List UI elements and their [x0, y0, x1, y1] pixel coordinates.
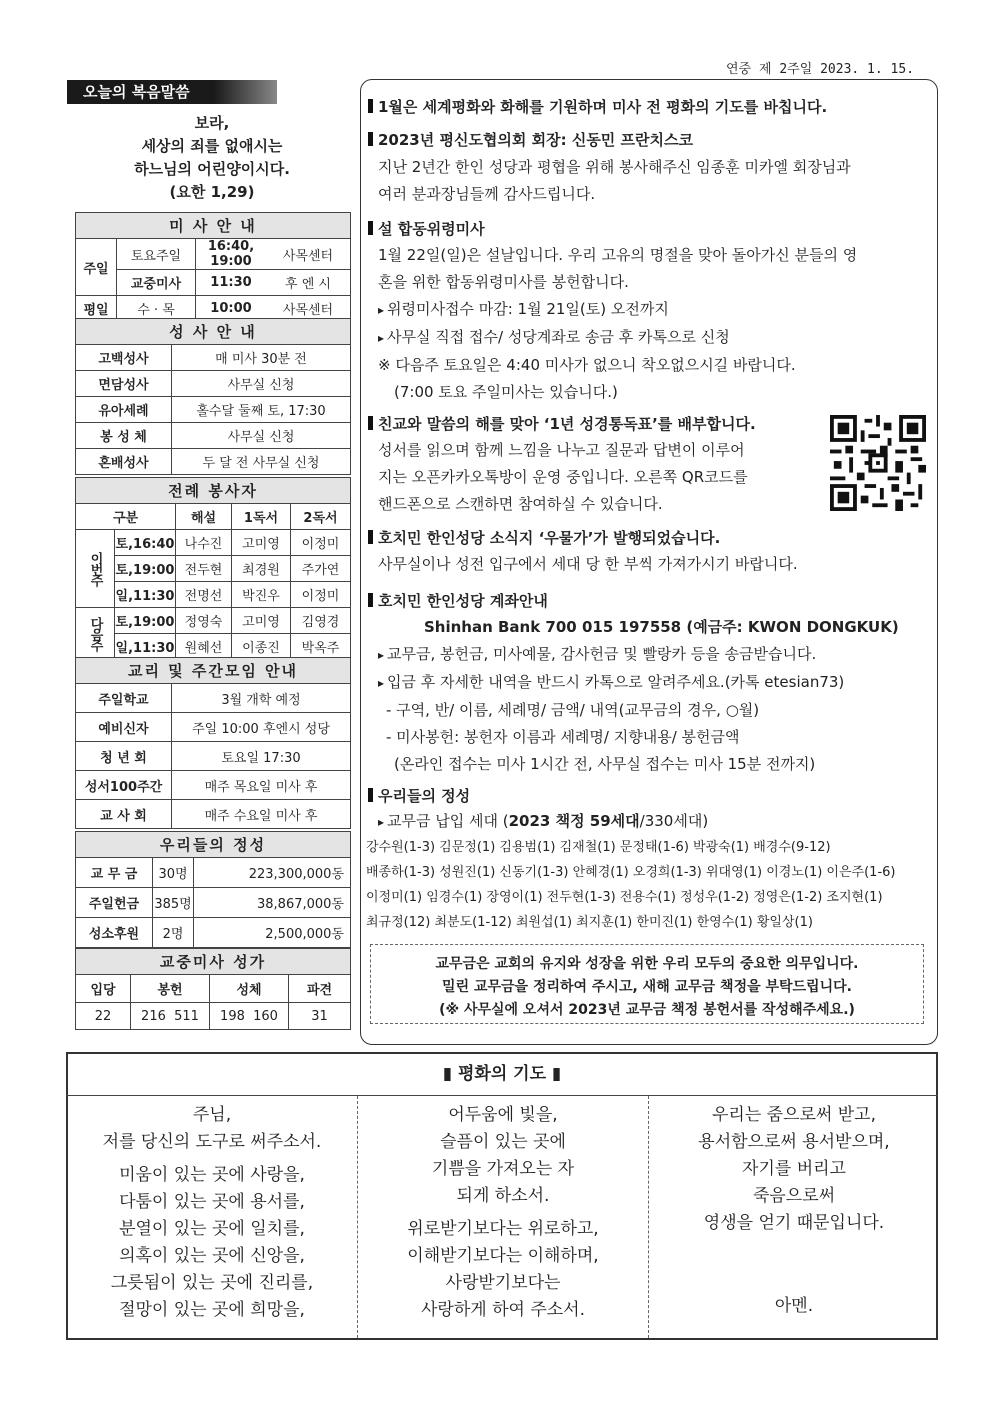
mass-table: [75, 212, 351, 322]
offering-count: 30명: [153, 858, 194, 888]
sacrament-value: 사무실 신청: [172, 423, 351, 449]
server-slot: 토,19:00: [115, 608, 176, 634]
qr-code-image[interactable]: [830, 415, 926, 511]
servers-header: 구분: [76, 504, 176, 530]
notice-bullet: ▸ 입금 후 자세한 내역을 반드시 카톡으로 알려주세요.(카톡 etesian73): [378, 669, 930, 697]
prayer-title-text: 평화의 기도: [457, 1064, 547, 1084]
gathering-value: 매주 수요일 미사 후: [172, 800, 351, 829]
prayer-line: 미움이 있는 곳에 사랑을,: [119, 1165, 305, 1185]
weekday-label: 평일: [76, 296, 117, 322]
prayer-col-2: [358, 1102, 648, 1324]
prayer-line: 어두움에 빛을,: [448, 1105, 558, 1125]
notice-requiem-title: 설 합동위령미사: [368, 218, 485, 239]
server-reader2: 이정미: [291, 582, 351, 608]
gospel-line: 보라,: [194, 114, 230, 132]
sat-place: 사목센터: [266, 239, 351, 270]
server-reader1: 이종진: [232, 634, 291, 660]
server-reader2: 박옥주: [291, 634, 351, 660]
hymn-header: 성체: [210, 975, 289, 1003]
server-reader1: 고미영: [232, 608, 291, 634]
prayer-line: 주님,: [192, 1105, 232, 1125]
notice-bullet: ▸ 위령미사접수 마감: 1월 21일(토) 오전까지: [378, 296, 930, 324]
kyo-label: 교중미사: [117, 270, 196, 296]
gatherings-title: 교리 및 주간모임 안내: [76, 658, 351, 684]
server-reader1: 고미영: [232, 530, 291, 556]
hymn-table: [75, 948, 351, 1030]
weekday-days: 수 · 목: [117, 296, 196, 322]
donor-line: 최규정(12) 최분도(1-12) 최원섭(1) 최지훈(1) 한미진(1) 한영수(1) 황일상(1): [366, 915, 813, 930]
prayer-line: 분열이 있는 곳에 일치를,: [119, 1219, 305, 1239]
prayer-line: 의혹이 있는 곳에 신앙을,: [119, 1246, 305, 1266]
notice-line: 지는 오픈카카오톡방이 운영 중입니다. 오른쪽 QR코드를: [378, 468, 748, 486]
prayer-line: 이해받기보다는 이해하며,: [407, 1246, 599, 1266]
notice-requiem-body: [378, 242, 930, 406]
gathering-label: 성서100주간: [76, 771, 172, 800]
servers-table: [75, 477, 351, 660]
servers-header: 1독서: [232, 504, 291, 530]
hymn-header: 입당: [76, 975, 131, 1003]
offering-amount: 38,867,000동: [194, 888, 351, 918]
gospel-line: 하느님의 어린양이시다.: [134, 160, 290, 178]
donor-line: 이정미(1) 임경수(1) 장영이(1) 전두현(1-3) 전용수(1) 정성우(1-2) 정영은(1-2) 조지현(1): [366, 890, 883, 905]
prayer-line: 죽음으로써: [752, 1186, 836, 1206]
gospel-line: 세상의 죄를 없애시는: [141, 137, 283, 155]
prayer-line: 저를 당신의 도구로 써주소서.: [102, 1132, 322, 1152]
prayer-line: 사랑하게 하여 주소서.: [420, 1300, 585, 1320]
offering-amount: 2,500,000동: [194, 918, 351, 948]
notice-newsletter-title: 호치민 한인성당 소식지 ‘우물가’가 발행되었습니다.: [368, 527, 720, 548]
notice-bible-body: [378, 437, 818, 518]
sacrament-value: 사무실 신청: [172, 371, 351, 397]
prayer-line: 기쁨을 가져오는 자: [431, 1159, 575, 1179]
gathering-value: 주일 10:00 후엔시 성당: [172, 713, 351, 742]
notice-line: 지난 2년간 한인 성당과 평협을 위해 봉사해주신 임종훈 미카엘 회장님과: [378, 158, 851, 176]
gathering-label: 청 년 회: [76, 742, 172, 771]
hymn-title: 교중미사 성가: [76, 949, 351, 975]
mass-title: 미 사 안 내: [76, 213, 351, 239]
gathering-value: 3월 개학 예정: [172, 684, 351, 713]
servers-header: 해설: [176, 504, 232, 530]
notice-peace-title: 1월은 세계평화와 화해를 기원하며 미사 전 평화의 기도를 바칩니다.: [368, 96, 827, 117]
notice-offering-summary: [378, 808, 930, 836]
this-week-label: 이번주: [76, 530, 115, 608]
sacrament-label: 봉 성 체: [76, 423, 172, 449]
prayer-line: 다툼이 있는 곳에 용서를,: [119, 1192, 305, 1212]
offering-count: 2명: [153, 918, 194, 948]
notice-bold: 2023 책정 59세대: [508, 812, 640, 830]
server-reader2: 주가연: [291, 556, 351, 582]
sacrament-label: 혼배성사: [76, 449, 172, 475]
server-reader2: 김영경: [291, 608, 351, 634]
kyo-time: 11:30: [196, 270, 267, 296]
hymn-header: 파견: [289, 975, 351, 1003]
sacrament-value: 홀수달 둘째 토, 17:30: [172, 397, 351, 423]
notice-line: 혼을 위한 합동위령미사를 봉헌합니다.: [378, 273, 629, 291]
notice-bible-title: 친교와 말씀의 해를 맞아 ‘1년 성경통독표’를 배부합니다.: [368, 413, 756, 434]
sat-time: 16:40, 19:00: [196, 239, 267, 270]
gathering-label: 주일학교: [76, 684, 172, 713]
server-commentator: 원혜선: [176, 634, 232, 660]
prayer-col-3: [649, 1102, 939, 1320]
reminder-line: 교무금은 교회의 유지와 성장을 위한 우리 모두의 중요한 의무입니다.: [435, 956, 859, 972]
server-reader1: 박진우: [232, 582, 291, 608]
servers-title: 전례 봉사자: [76, 478, 351, 504]
sacrament-table: [75, 318, 351, 475]
kyo-place: 후 엔 시: [266, 270, 351, 296]
prayer-line: 되게 하소서.: [456, 1186, 550, 1206]
prayer-line: 절망이 있는 곳에 희망을,: [119, 1300, 305, 1320]
donor-line: 강수원(1-3) 김문정(1) 김용범(1) 김재철(1) 문정태(1-6) 박광숙(1) 배경수(9-12): [366, 840, 831, 855]
notice-account-body: [378, 614, 930, 778]
hymn-value: 198 160: [210, 1003, 289, 1030]
gospel-tag: 오늘의 복음말씀: [67, 80, 277, 104]
notice-council-body: [378, 154, 930, 208]
hymn-header: 봉헌: [131, 975, 210, 1003]
prayer-line: 사랑받기보다는: [445, 1273, 561, 1293]
tithe-reminder-box: [370, 944, 924, 1024]
offering-count: 385명: [153, 888, 194, 918]
sacrament-value: 매 미사 30분 전: [172, 345, 351, 371]
next-week-label: 다음주: [76, 608, 115, 660]
gathering-label: 예비신자: [76, 713, 172, 742]
notice-account-title: 호치민 한인성당 계좌안내: [368, 590, 548, 611]
notice-text: /330세대): [639, 812, 709, 830]
notice-line: - 미사봉헌: 봉헌자 이름과 세례명/ 지향내용/ 봉헌금액: [386, 728, 740, 746]
server-slot: 일,11:30: [115, 582, 176, 608]
weekday-place: 사목센터: [266, 296, 351, 322]
offering-label: 성소후원: [76, 918, 153, 948]
reminder-line: 밀린 교무금을 정리하여 주시고, 새해 교무금 책정을 부탁드립니다.: [442, 979, 852, 995]
notice-line: 1월 22일(일)은 설날입니다. 우리 고유의 명절을 맞아 돌아가신 분들의 영: [378, 246, 858, 264]
sacrament-title: 성 사 안 내: [76, 319, 351, 345]
prayer-line: 위로받기보다는 위로하고,: [407, 1219, 599, 1239]
gospel-quote: [67, 112, 357, 204]
sacrament-label: 유아세례: [76, 397, 172, 423]
prayer-line: 용서함으로써 용서받으며,: [698, 1132, 890, 1152]
notice-line: 여러 분과장님들께 감사드립니다.: [378, 185, 596, 203]
prayer-line: 자기를 버리고: [742, 1159, 846, 1179]
notice-line: 성서를 읽으며 함께 느낌을 나누고 질문과 답변이 이루어: [378, 441, 745, 459]
server-reader2: 이정미: [291, 530, 351, 556]
server-slot: 일,11:30: [115, 634, 176, 660]
offering-label: 주일헌금: [76, 888, 153, 918]
notice-offering-title: 우리들의 정성: [368, 785, 470, 806]
notice-line: 사무실이나 성전 입구에서 세대 당 한 부씩 가져가시기 바랍니다.: [378, 555, 798, 573]
notice-bullet: ▸ 교무금, 봉헌금, 미사예물, 감사헌금 및 빨랑카 등을 송금받습니다.: [378, 641, 930, 669]
prayer-line: 영생을 얻기 때문입니다.: [703, 1213, 885, 1233]
prayer-col-1: [67, 1102, 357, 1324]
sat-label: 토요주일: [117, 239, 196, 270]
server-slot: 토,16:40: [115, 530, 176, 556]
gathering-value: 토요일 17:30: [172, 742, 351, 771]
gathering-label: 교 사 회: [76, 800, 172, 829]
notice-line: (7:00 토요 주일미사는 있습니다.): [394, 383, 618, 401]
hymn-value: 216 511: [131, 1003, 210, 1030]
server-commentator: 정영숙: [176, 608, 232, 634]
notice-line: - 구역, 반/ 이름, 세례명/ 금액/ 내역(교무금의 경우, ○월): [386, 701, 760, 719]
bulletin-date: 연중 제 2주일 2023. 1. 15.: [726, 62, 915, 77]
notice-bullet: ▸ 사무실 직접 접수/ 성당계좌로 송금 후 카톡으로 신청: [378, 324, 930, 352]
server-slot: 토,19:00: [115, 556, 176, 582]
gathering-value: 매주 목요일 미사 후: [172, 771, 351, 800]
donor-line: 배종하(1-3) 성원진(1) 신동기(1-3) 안혜경(1) 오경희(1-3) 위대영(1) 이경노(1) 이은주(1-6): [366, 865, 896, 880]
server-commentator: 전명선: [176, 582, 232, 608]
donor-names: [366, 835, 936, 935]
sacrament-value: 두 달 전 사무실 신청: [172, 449, 351, 475]
bank-account: Shinhan Bank 700 015 197558 (예금주: KWON DONGKUK): [424, 618, 899, 636]
prayer-line: 그릇됨이 있는 곳에 진리를,: [110, 1273, 314, 1293]
hymn-value: 31: [289, 1003, 351, 1030]
prayer-amen: 아멘.: [774, 1296, 814, 1316]
reminder-line: (※ 사무실에 오셔서 2023년 교무금 책정 봉헌서를 작성해주세요.): [439, 1002, 855, 1018]
hymn-value: 22: [76, 1003, 131, 1030]
notice-council-title: 2023년 평신도협의회 회장: 신동민 프란치스코: [368, 129, 693, 150]
sacrament-label: 고백성사: [76, 345, 172, 371]
offering-amount: 223,300,000동: [194, 858, 351, 888]
notice-line: ※ 다음주 토요일은 4:40 미사가 없으니 착오없으시길 바랍니다.: [378, 356, 796, 374]
offering-title: 우리들의 정성: [76, 832, 351, 858]
notice-newsletter-body: [378, 551, 930, 578]
gatherings-table: [75, 657, 351, 829]
server-commentator: 나수진: [176, 530, 232, 556]
offering-label: 교 무 금: [76, 858, 153, 888]
notice-line: (온라인 접수는 미사 1시간 전, 사무실 접수는 미사 15분 전까지): [394, 755, 816, 773]
sacrament-label: 면담성사: [76, 371, 172, 397]
servers-header: 2독서: [291, 504, 351, 530]
server-reader1: 최경원: [232, 556, 291, 582]
notice-bullet: ▸ 교무금 납입 세대 (: [378, 812, 509, 830]
offering-table: [75, 831, 351, 948]
notice-line: 핸드폰으로 스캔하면 참여하실 수 있습니다.: [378, 495, 663, 513]
server-commentator: 전두현: [176, 556, 232, 582]
sunday-label: 주일: [76, 239, 117, 296]
gospel-ref: (요한 1,29): [169, 183, 255, 201]
prayer-title: ▮ 평화의 기도 ▮: [66, 1052, 938, 1096]
prayer-line: 우리는 줌으로써 받고,: [711, 1105, 876, 1125]
prayer-line: 슬픔이 있는 곳에: [440, 1132, 566, 1152]
weekday-time: 10:00: [196, 296, 267, 322]
